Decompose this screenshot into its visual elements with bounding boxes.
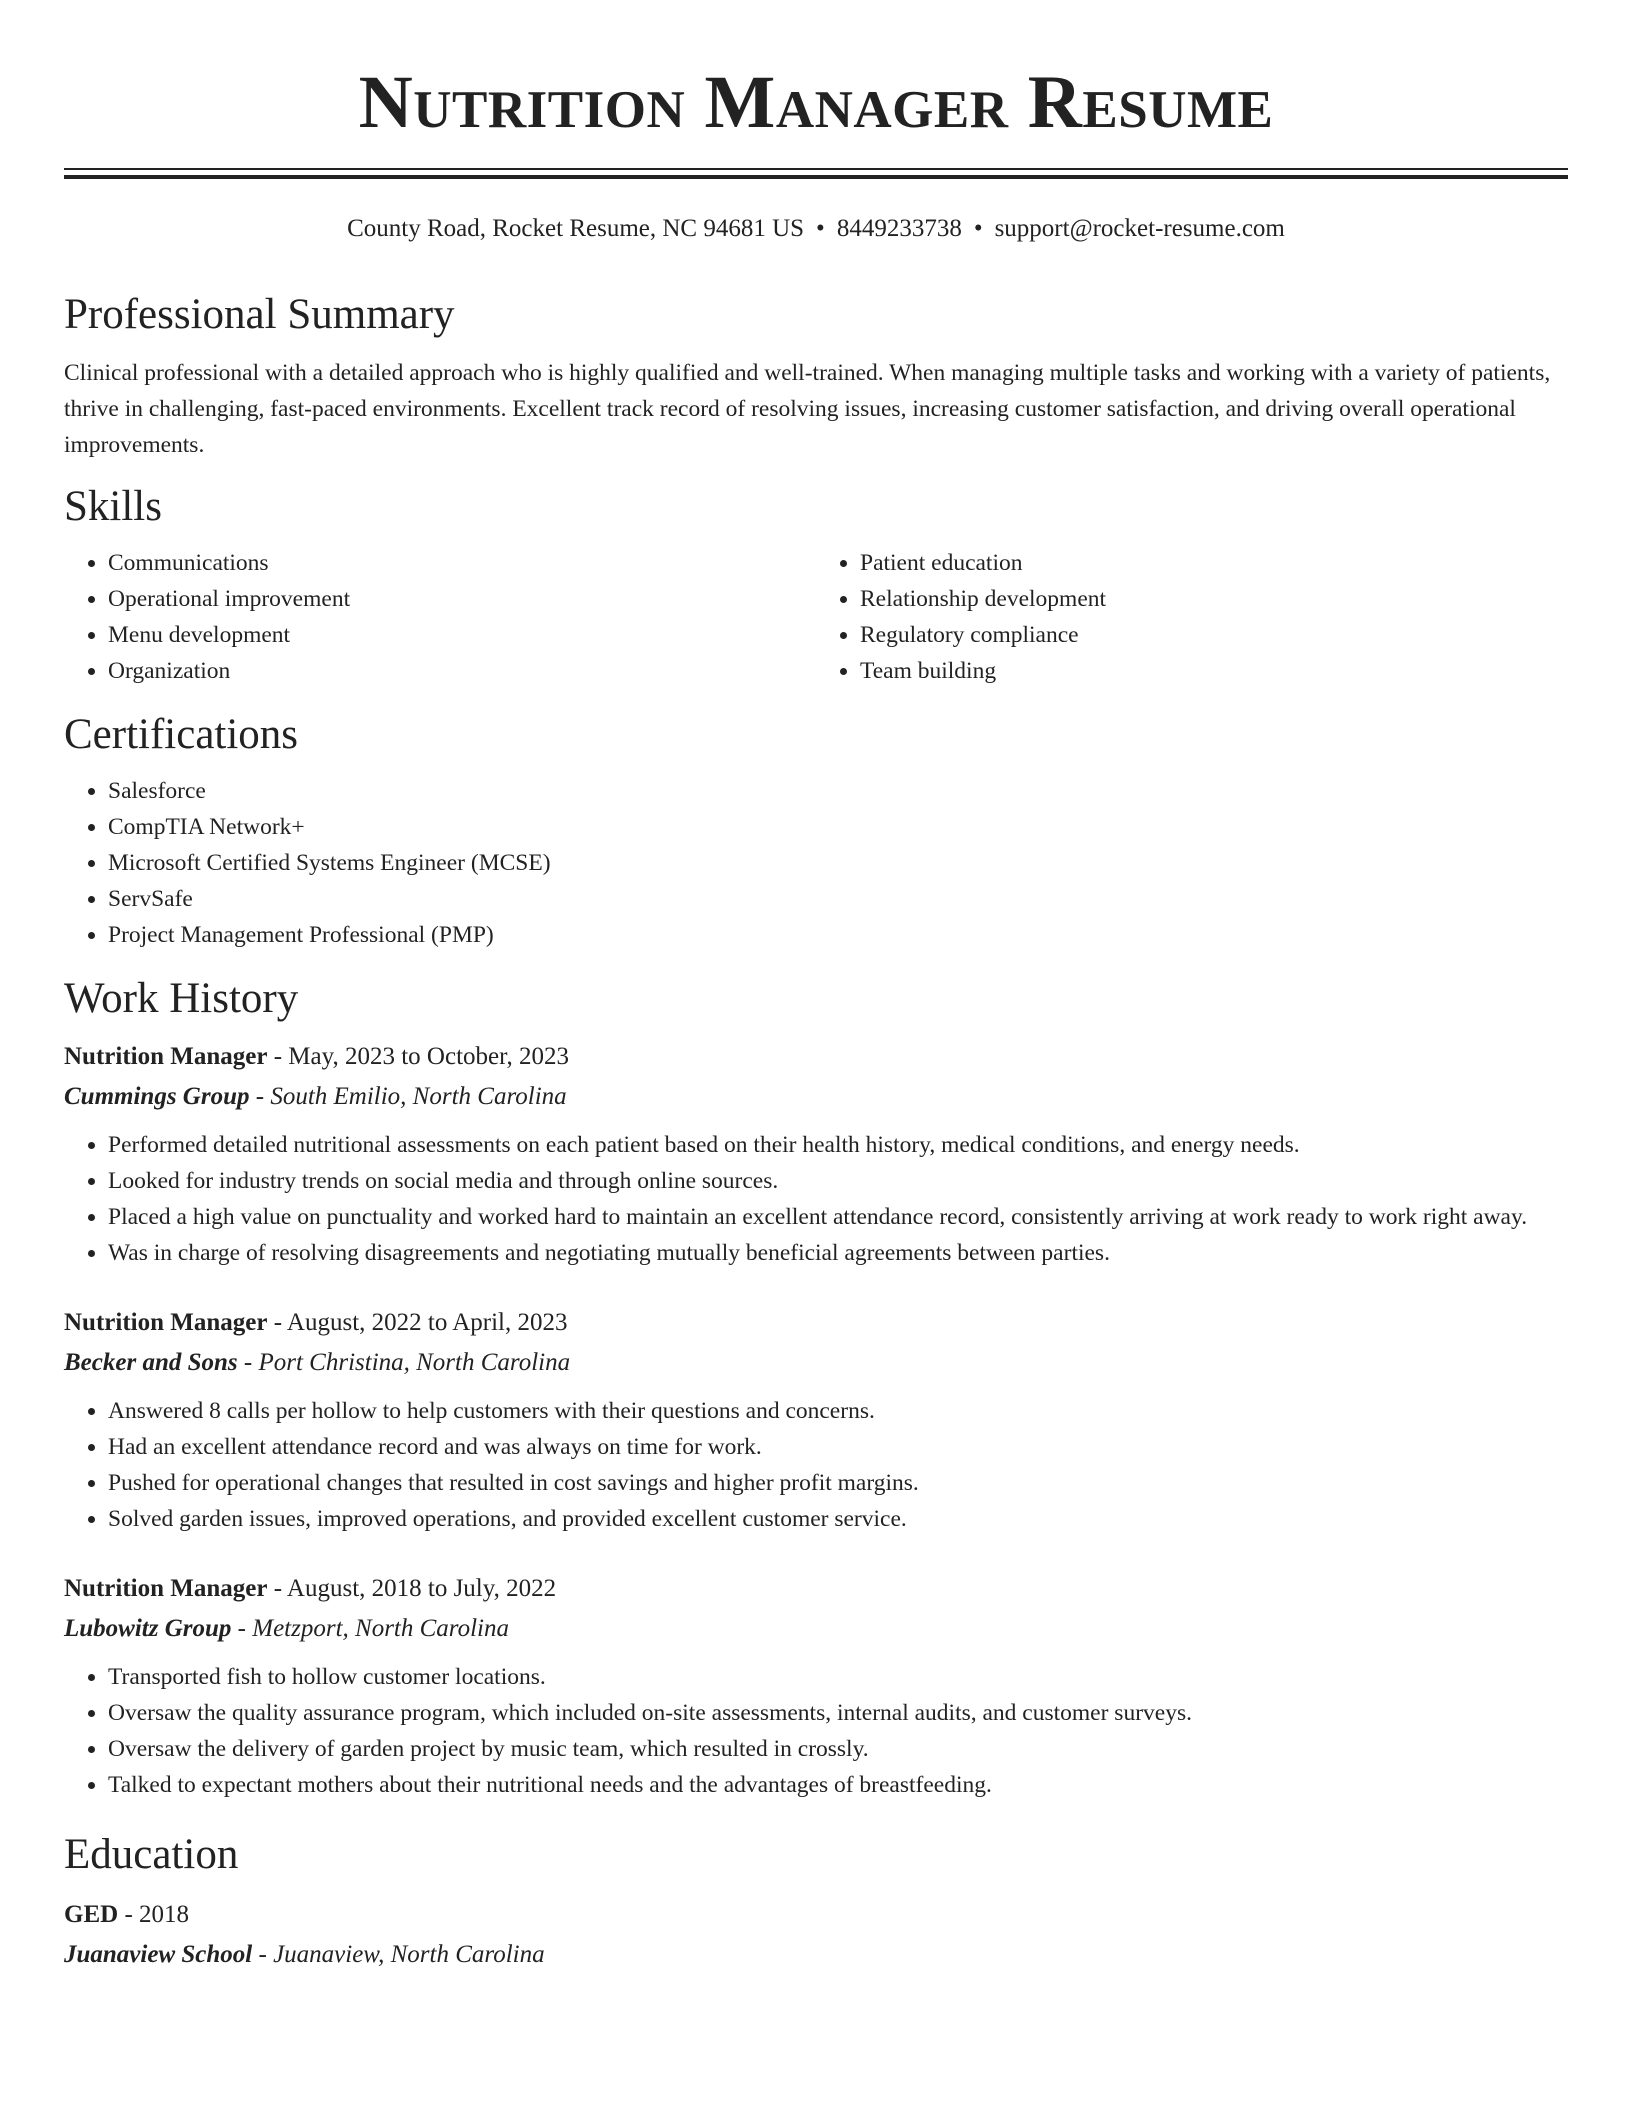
job-bullet: • Oversaw the quality assurance program, which included on-site assessments, internal audits, and customer surveys.	[108, 1695, 1568, 1731]
education-school-line: Juanaview School - Juanaview, North Carolina	[64, 1941, 545, 1968]
job-bullets	[64, 1659, 1568, 1803]
certifications-list	[64, 773, 1568, 953]
contact-email: support@rocket-resume.com	[994, 215, 1285, 242]
contact-separator: •	[816, 215, 825, 242]
section-heading-skills: Skills	[64, 483, 162, 530]
skill-item: • Menu development	[108, 617, 816, 653]
title-double-rule	[64, 168, 1568, 179]
contact-line	[64, 213, 1568, 245]
certification-item: • Project Management Professional (PMP)	[108, 917, 1568, 953]
skills-list-right	[816, 545, 1568, 689]
education-degree: GED	[64, 1901, 119, 1928]
education-section	[64, 1829, 1568, 1975]
job-bullet: • Answered 8 calls per hollow to help customers with their questions and concerns.	[108, 1393, 1568, 1429]
job-bullets	[64, 1393, 1568, 1537]
skill-item: • Relationship development	[860, 581, 1568, 617]
section-heading-work-history: Work History	[64, 975, 299, 1022]
job-bullet: • Solved garden issues, improved operations, and provided excellent customer service.	[108, 1501, 1568, 1537]
job-bullet: • Pushed for operational changes that resulted in cost savings and higher profit margins.	[108, 1465, 1568, 1501]
certification-item: • ServSafe	[108, 881, 1568, 917]
job-entry	[64, 1303, 1568, 1537]
job-title: Nutrition Manager	[64, 1575, 268, 1602]
summary-text: Clinical professional with a detailed approach who is highly qualified and well-trained. When managing multiple tasks and working with a variety of patients, thrive in challenging, fast-paced environments. Excellent track record of resolving issues, increasing customer satisfaction, and driving overall operational improvements.	[64, 360, 1551, 458]
job-bullet: • Performed detailed nutritional assessments on each patient based on their health history, medical conditions, and energy needs.	[108, 1127, 1568, 1163]
job-entry	[64, 1037, 1568, 1271]
resume-title: Nutrition Manager Resume	[358, 61, 1274, 144]
certification-item: • CompTIA Network+	[108, 809, 1568, 845]
education-school: Juanaview School	[64, 1941, 253, 1968]
job-bullet: • Placed a high value on punctuality and worked hard to maintain an excellent attendance record, consistently arriving at work ready to work right away.	[108, 1199, 1568, 1235]
contact-address: County Road, Rocket Resume, NC 94681 US	[347, 215, 805, 242]
job-company: Becker and Sons	[64, 1349, 238, 1376]
skill-item: • Communications	[108, 545, 816, 581]
section-heading-certifications: Certifications	[64, 711, 299, 758]
job-bullets	[64, 1127, 1568, 1271]
skills-section	[64, 481, 1568, 689]
job-company: Cummings Group	[64, 1083, 250, 1110]
job-dates: August, 2022 to April, 2023	[286, 1309, 568, 1336]
job-location: South Emilio, North Carolina	[270, 1083, 567, 1110]
job-entry	[64, 1569, 1568, 1803]
skill-item: • Team building	[860, 653, 1568, 689]
certifications-section	[64, 709, 1568, 953]
skills-grid	[64, 545, 1568, 689]
job-bullet: • Was in charge of resolving disagreements and negotiating mutually beneficial agreements between parties.	[108, 1235, 1568, 1271]
section-heading-summary: Professional Summary	[64, 291, 455, 338]
contact-separator: •	[973, 215, 983, 242]
section-heading-education: Education	[64, 1831, 239, 1878]
skill-item: • Patient education	[860, 545, 1568, 581]
job-title-line: Nutrition Manager - May, 2023 to October, 2023	[64, 1043, 569, 1070]
job-title: Nutrition Manager	[64, 1309, 268, 1336]
education-year: 2018	[139, 1901, 190, 1928]
contact-phone: 8449233738	[836, 215, 962, 242]
skill-item: • Operational improvement	[108, 581, 816, 617]
skills-list-left	[64, 545, 816, 689]
job-company: Lubowitz Group	[64, 1615, 232, 1642]
job-bullet: • Oversaw the delivery of garden project by music team, which resulted in crossly.	[108, 1731, 1568, 1767]
professional-summary-section	[64, 289, 1568, 463]
certification-item: • Salesforce	[108, 773, 1568, 809]
job-company-line: Becker and Sons - Port Christina, North Carolina	[64, 1349, 571, 1376]
job-bullet: • Had an excellent attendance record and was always on time for work.	[108, 1429, 1568, 1465]
job-company-line: Lubowitz Group - Metzport, North Carolina	[64, 1615, 509, 1642]
job-dates: August, 2018 to July, 2022	[286, 1575, 557, 1602]
job-bullet: • Transported fish to hollow customer locations.	[108, 1659, 1568, 1695]
job-bullet: • Talked to expectant mothers about their nutritional needs and the advantages of breastfeeding.	[108, 1767, 1568, 1803]
work-history-section	[64, 973, 1568, 1803]
skill-item: • Regulatory compliance	[860, 617, 1568, 653]
job-company-line: Cummings Group - South Emilio, North Carolina	[64, 1083, 567, 1110]
job-bullet: • Looked for industry trends on social media and through online sources.	[108, 1163, 1568, 1199]
job-title-line: Nutrition Manager - August, 2022 to April, 2023	[64, 1309, 568, 1336]
job-location: Port Christina, North Carolina	[258, 1349, 571, 1376]
education-location: Juanaview, North Carolina	[273, 1941, 545, 1968]
education-degree-line: GED - 2018	[64, 1901, 190, 1928]
job-title: Nutrition Manager	[64, 1043, 268, 1070]
job-dates: May, 2023 to October, 2023	[288, 1043, 569, 1070]
job-title-line: Nutrition Manager - August, 2018 to July, 2022	[64, 1575, 557, 1602]
certification-item: • Microsoft Certified Systems Engineer (MCSE)	[108, 845, 1568, 881]
job-location: Metzport, North Carolina	[252, 1615, 509, 1642]
skill-item: • Organization	[108, 653, 816, 689]
